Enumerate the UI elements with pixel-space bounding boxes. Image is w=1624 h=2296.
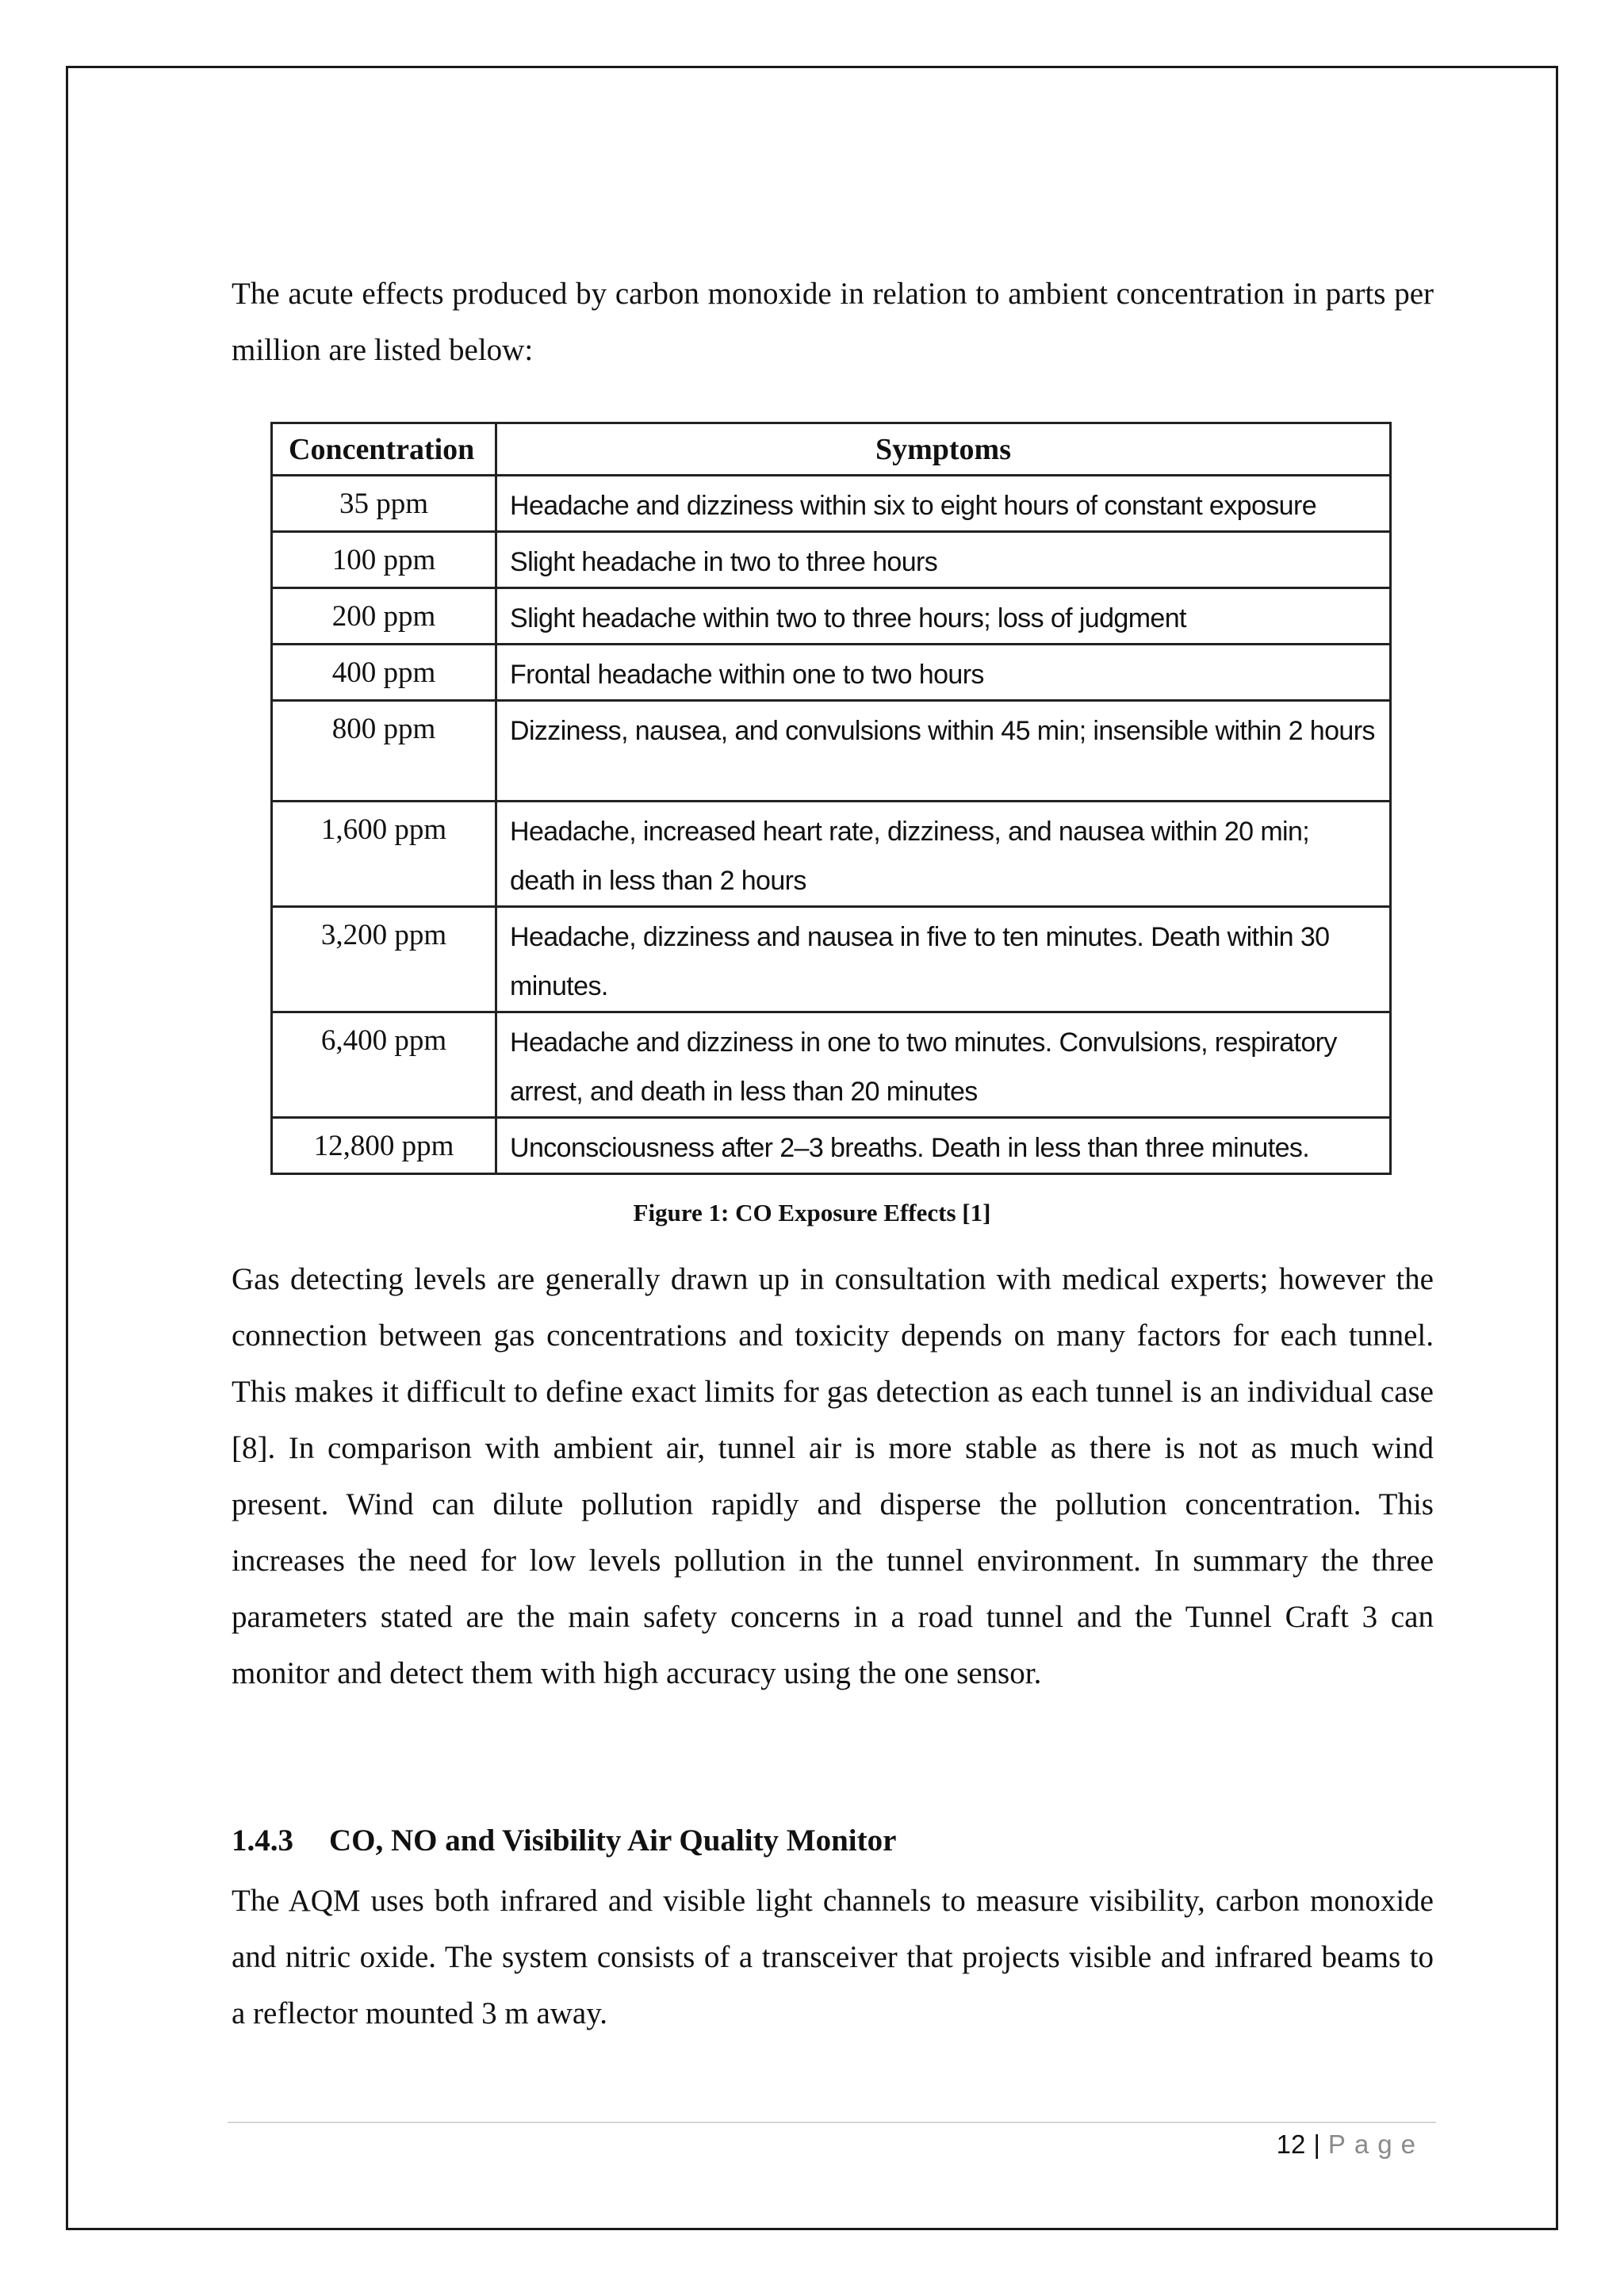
table-row xyxy=(272,701,1391,802)
intro-paragraph: The acute effects produced by carbon monoxide in relation to ambient concentration in parts per million are listed below: xyxy=(232,277,1434,367)
concentration-cell: 6,400 ppm xyxy=(272,1012,496,1118)
concentration-cell: 3,200 ppm xyxy=(272,907,496,1012)
concentration-cell: 100 ppm xyxy=(272,532,496,588)
symptom-cell: Dizziness, nausea, and convulsions within 45 min; insensible within 2 hours xyxy=(496,701,1391,802)
column-header-concentration: Concentration xyxy=(272,423,496,476)
footer-separator: | xyxy=(1313,2130,1320,2159)
section-number: 1.4.3 xyxy=(232,1823,293,1858)
co-effects-table xyxy=(270,422,1392,1175)
table-row xyxy=(272,1118,1391,1174)
symptom-cell: Headache, increased heart rate, dizziness, and nausea within 20 min; death in less than 2 hours xyxy=(496,802,1391,907)
table-row xyxy=(272,532,1391,588)
body-paragraph: The AQM uses both infrared and visible light channels to measure visibility, carbon monoxide and nitric oxide. The system consists of a transceiver that projects visible and infrared beams to a reflector mounted 3 m away. xyxy=(232,1884,1434,2030)
column-header-symptoms: Symptoms xyxy=(496,423,1391,476)
table-row xyxy=(272,476,1391,532)
body-paragraph: Gas detecting levels are generally drawn up in consultation with medical experts; however the connection between gas concentrations and toxicity depends on many factors for each tunnel. This makes it difficult to define exact limits for gas detection as each tunnel is an individual case [8]. In comparison with ambient air, tunnel air is more stable as there is not as much wind present. Wind can dilute pollution rapidly and disperse the pollution concentration. This increases the need for low levels pollution in the tunnel environment. In summary the three parameters stated are the main safety concerns in a road tunnel and the Tunnel Craft 3 can monitor and detect them with high accuracy using the one sensor. xyxy=(232,1262,1434,1690)
symptom-cell: Headache, dizziness and nausea in five to ten minutes. Death within 30 minutes. xyxy=(496,907,1391,1012)
page-label: Page xyxy=(1327,2130,1424,2159)
table-row xyxy=(272,907,1391,1012)
table-row xyxy=(272,1012,1391,1118)
table-row xyxy=(272,645,1391,701)
section-title: CO, NO and Visibility Air Quality Monitor xyxy=(329,1823,897,1858)
figure-caption: Figure 1: CO Exposure Effects [1] xyxy=(633,1199,991,1226)
concentration-cell: 400 ppm xyxy=(272,645,496,701)
concentration-cell: 800 ppm xyxy=(272,701,496,802)
symptom-cell: Unconsciousness after 2–3 breaths. Death in less than three minutes. xyxy=(496,1118,1391,1174)
concentration-cell: 35 ppm xyxy=(272,476,496,532)
concentration-cell: 200 ppm xyxy=(272,588,496,645)
page-number: 12 xyxy=(1276,2130,1306,2159)
symptom-cell: Slight headache within two to three hours; loss of judgment xyxy=(496,588,1391,645)
symptom-cell: Headache and dizziness within six to eight hours of constant exposure xyxy=(496,476,1391,532)
table-header-row xyxy=(272,423,1391,476)
section-heading xyxy=(232,1816,896,1866)
table-row xyxy=(272,802,1391,907)
symptom-cell: Slight headache in two to three hours xyxy=(496,532,1391,588)
concentration-cell: 12,800 ppm xyxy=(272,1118,496,1174)
table-row xyxy=(272,588,1391,645)
page-footer xyxy=(1277,2128,1424,2161)
footer-divider xyxy=(228,2122,1436,2123)
symptom-cell: Headache and dizziness in one to two minutes. Convulsions, respiratory arrest, and death in less than 20 minutes xyxy=(496,1012,1391,1118)
concentration-cell: 1,600 ppm xyxy=(272,802,496,907)
symptom-cell: Frontal headache within one to two hours xyxy=(496,645,1391,701)
